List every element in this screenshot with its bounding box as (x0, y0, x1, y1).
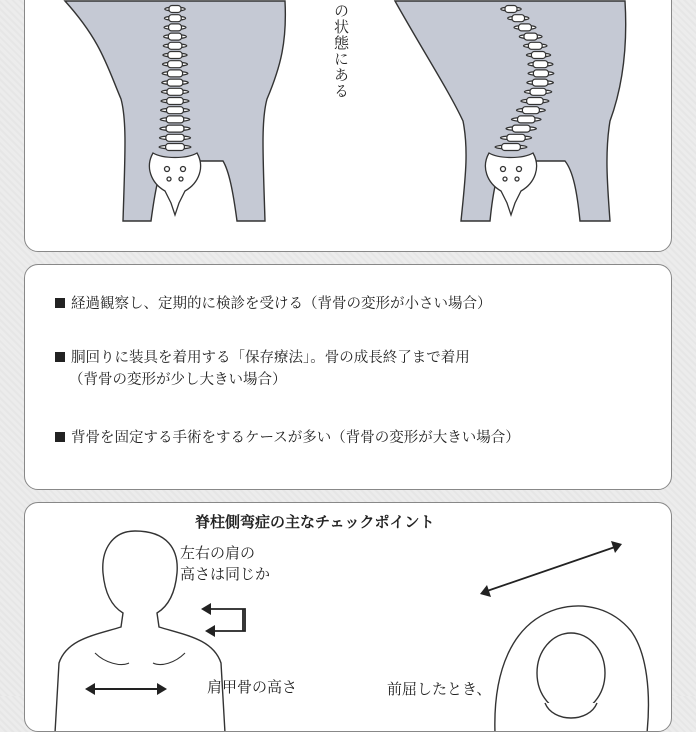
treatment-item-subtext: （背骨の変形が少し大きい場合） (69, 372, 287, 388)
vertebra (168, 61, 183, 68)
vertebra (167, 70, 182, 77)
checkpoints-title: 脊柱側弯症の主なチェックポイント (195, 513, 435, 531)
shoulder-check-line1: 左右の肩の (180, 544, 256, 562)
vertebra (512, 15, 524, 22)
treatment-item-text: 背骨を固定する手術をするケースが多い（背骨の変形が大きい場合） (71, 430, 520, 446)
vertebra (167, 107, 184, 114)
vertebra (505, 6, 517, 13)
vertebra (169, 24, 182, 31)
vertebra (169, 6, 181, 13)
normal-pelvis (149, 153, 200, 215)
shoulder-check-line2: 高さは同じか (180, 565, 271, 583)
vertebra (166, 134, 184, 141)
vertebra (167, 88, 183, 95)
square-bullet-icon (55, 352, 65, 362)
forward-bend-check-label: 前屈したとき、 (387, 680, 492, 698)
checkpoints-illustration (25, 503, 672, 732)
vertebra (532, 79, 548, 86)
vertebra (166, 116, 183, 123)
vertebra (507, 134, 525, 141)
vertebra (502, 144, 521, 151)
back-slope-arrow (487, 547, 615, 591)
vertebra (531, 52, 545, 59)
vertebra (168, 33, 181, 40)
scapula-check-label: 肩甲骨の高さ (207, 678, 298, 696)
vertebra (518, 116, 535, 123)
treatment-item (55, 347, 470, 391)
square-bullet-icon (55, 432, 65, 442)
scoliosis-pelvis (485, 153, 536, 215)
treatment-item-text: 経過観察し、定期的に検診を受ける（背骨の変形が小さい場合） (71, 296, 492, 312)
spine-comparison-panel (24, 0, 672, 252)
treatment-item (55, 427, 520, 449)
vertebra (528, 42, 542, 49)
square-bullet-icon (55, 298, 65, 308)
vertebra (522, 107, 539, 114)
vertebra (167, 98, 184, 105)
forward-bend-figure (495, 606, 649, 732)
vertebra (167, 79, 183, 86)
vertebra (519, 24, 532, 31)
vertebra (166, 144, 185, 151)
vertebra (166, 125, 184, 132)
vertebra (533, 61, 548, 68)
checkpoints-panel (24, 502, 672, 732)
normal-spine-caption: の状態にある (332, 3, 350, 99)
vertebra (512, 125, 530, 132)
vertebra (527, 98, 544, 105)
treatment-item (55, 293, 492, 315)
vertebra (530, 88, 546, 95)
vertebra (168, 52, 182, 59)
shoulder-check-label (180, 543, 270, 585)
vertebra (168, 42, 182, 49)
treatment-panel (24, 264, 672, 490)
treatment-item-text: 胴回りに装具を着用する「保存療法」。骨の成長終了まで着用 (71, 350, 470, 366)
vertebra (533, 70, 548, 77)
vertebra (524, 33, 537, 40)
vertebra (169, 15, 181, 22)
